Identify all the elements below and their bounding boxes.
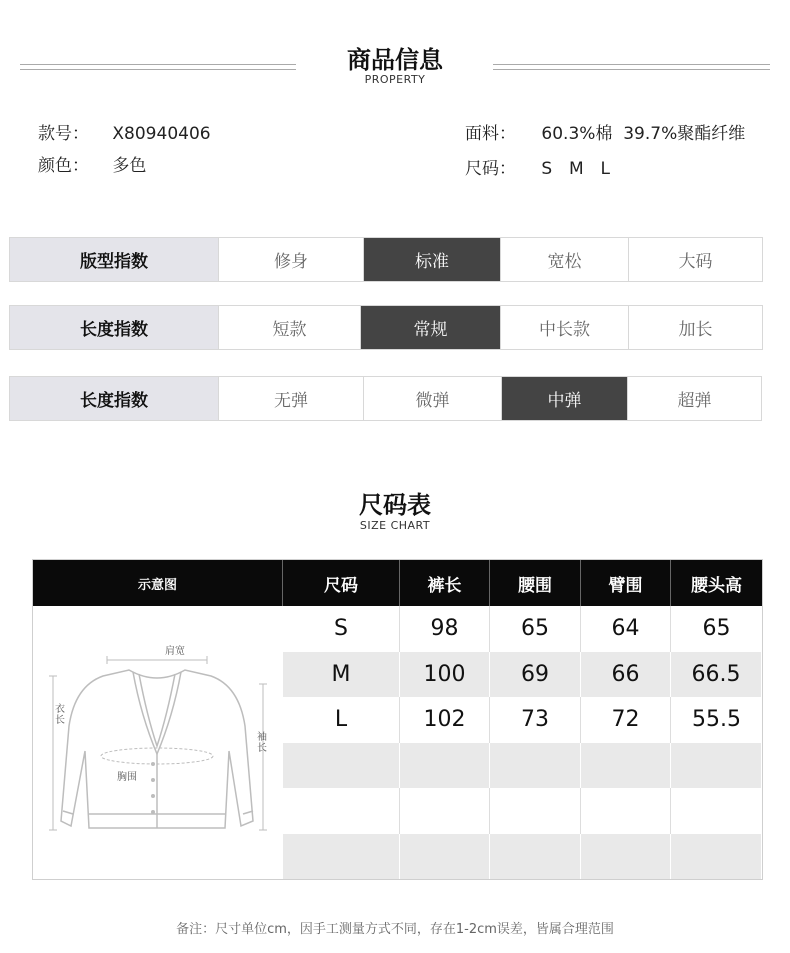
fabric-value: 60.3%棉 39.7%聚酯纤维 (541, 124, 746, 144)
size-chart-header (0, 491, 790, 532)
cell-waistband-height (671, 743, 762, 789)
cell-arm (581, 743, 671, 789)
fit-option-loose: 宽松 (500, 238, 628, 281)
table-row (283, 652, 762, 698)
stretch-option-none: 无弹 (218, 377, 363, 420)
size-chart (32, 559, 763, 880)
property-header (0, 46, 790, 86)
cell-waist (490, 743, 581, 789)
cell-size: L (283, 697, 400, 743)
footnote: 备注：尺寸单位cm，因手工测量方式不同，存在1-2cm误差，皆属合理范围 (176, 922, 614, 937)
fit-option-standard: 标准 (363, 238, 500, 281)
col-waistband-height: 腰头高 (691, 575, 742, 596)
style-number-label: 款号： (38, 124, 89, 144)
cell-size: S (283, 606, 400, 652)
fabric-info (465, 119, 745, 144)
table-row (283, 834, 762, 880)
length-option-regular: 常规 (360, 306, 500, 349)
cell-arm: 64 (581, 606, 671, 652)
size-rows (283, 606, 762, 879)
property-title: 商品信息 (347, 46, 443, 74)
style-number-value: X80940406 (112, 124, 211, 144)
cell-waist: 65 (490, 606, 581, 652)
stretch-option-medium: 中弹 (501, 377, 627, 420)
cell-arm (581, 788, 671, 834)
cell-pants-length (400, 834, 490, 880)
stretch-option-slight: 微弹 (363, 377, 501, 420)
length-label: 衣长 (55, 704, 65, 726)
fit-option-slim: 修身 (218, 238, 363, 281)
fit-index-table (9, 237, 763, 282)
col-arm: 臂围 (581, 560, 671, 606)
col-pants-length: 裤长 (400, 560, 490, 606)
table-row (283, 606, 762, 652)
sleeve-label: 袖长 (257, 732, 267, 754)
cell-waistband-height: 65 (702, 616, 731, 642)
stretch-index-table (9, 376, 762, 421)
style-number (38, 119, 211, 144)
property-subtitle: PROPERTY (364, 73, 426, 86)
cell-waist: 69 (490, 652, 581, 698)
fabric-label: 面料： (465, 124, 516, 144)
cell-pants-length: 98 (400, 606, 490, 652)
fit-index-label: 版型指数 (10, 238, 218, 281)
cell-pants-length (400, 743, 490, 789)
cell-arm: 66 (581, 652, 671, 698)
cell-waistband-height (671, 834, 762, 880)
cell-waist: 73 (490, 697, 581, 743)
cell-pants-length: 100 (400, 652, 490, 698)
cell-size (283, 743, 400, 789)
length-index-table (9, 305, 763, 350)
cell-waistband-height: 66.5 (671, 652, 762, 698)
length-index-label: 长度指数 (10, 306, 218, 349)
shoulder-label: 肩宽 (165, 646, 185, 657)
col-diagram: 示意图 (33, 560, 283, 606)
cell-size: M (283, 652, 400, 698)
fit-option-plus: 大码 (628, 238, 762, 281)
size-chart-header-row (33, 560, 762, 606)
cell-waist (490, 788, 581, 834)
size-chart-title: 尺码表 (359, 491, 431, 519)
cardigan-diagram-icon (33, 606, 283, 879)
color-info (38, 151, 146, 176)
cell-arm (581, 834, 671, 880)
stretch-index-label: 长度指数 (10, 377, 218, 420)
stretch-option-super: 超弹 (627, 377, 761, 420)
cell-waist (490, 834, 581, 880)
table-row (283, 697, 762, 743)
color-label: 颜色： (38, 156, 89, 176)
col-waist: 腰围 (490, 560, 581, 606)
table-row (283, 788, 762, 834)
size-value: S M L (541, 159, 612, 179)
cell-size (283, 788, 400, 834)
size-chart-subtitle: SIZE CHART (359, 519, 431, 532)
cell-size (283, 834, 400, 880)
table-row (283, 743, 762, 789)
length-option-short: 短款 (218, 306, 360, 349)
size-info (465, 154, 612, 179)
chest-label: 胸围 (117, 772, 137, 783)
cell-arm: 72 (581, 697, 671, 743)
cell-pants-length (400, 788, 490, 834)
garment-diagram (33, 606, 283, 879)
length-option-midlong: 中长款 (500, 306, 628, 349)
cell-waistband-height: 55.5 (692, 707, 741, 733)
color-value: 多色 (112, 156, 147, 176)
cell-waistband-height (671, 788, 762, 834)
length-option-long: 加长 (628, 306, 762, 349)
cell-pants-length: 102 (400, 697, 490, 743)
size-label: 尺码： (465, 159, 516, 179)
col-size: 尺码 (283, 560, 400, 606)
